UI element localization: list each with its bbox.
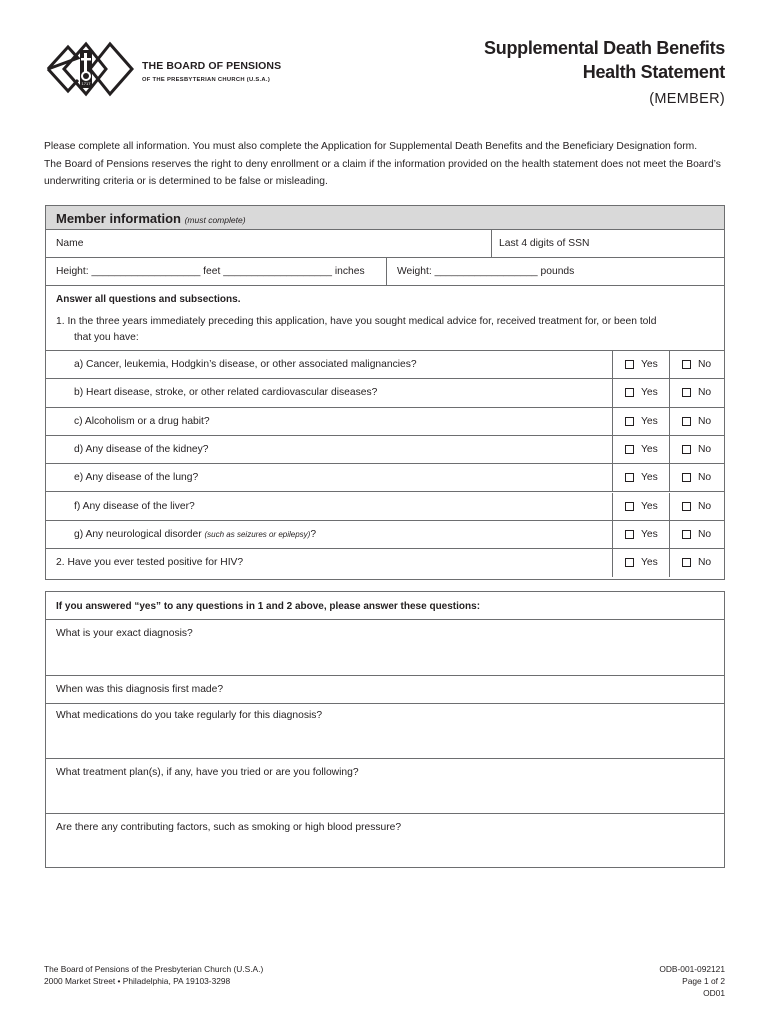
svg-text:1717: 1717 — [81, 81, 91, 86]
yes-checkbox-a[interactable] — [625, 360, 634, 369]
name-ssn-row — [46, 230, 724, 258]
followup-header: If you answered “yes” to any questions in 1 and 2 above, please answer these questions: — [56, 601, 481, 612]
no-checkbox-f[interactable] — [682, 502, 691, 511]
name-field-label: Name — [56, 238, 84, 249]
no-checkbox-b[interactable] — [682, 388, 691, 397]
height-field[interactable]: Height: ___________________ feet ___________________ inches — [56, 266, 365, 277]
question-1-text: 1. In the three years immediately preceding this application, have you sought medical advice for, received treatment for, or been told — [56, 316, 657, 327]
page-number: Page 1 of 2 — [682, 976, 725, 986]
treatment-field[interactable] — [46, 759, 724, 814]
org-subtitle: OF THE PRESBYTERIAN CHURCH (U.S.A.) — [142, 77, 271, 83]
footer-address: The Board of Pensions of the Presbyterian Church (U.S.A.) 2000 Market Street • Philadelphia, PA 19103-3298 — [44, 964, 264, 986]
question-row-g: g) Any neurological disorder (such as seizures or epilepsy)? Yes No — [46, 521, 724, 549]
first-made-field[interactable] — [46, 676, 724, 704]
form-id: OD01 — [703, 988, 725, 998]
question-row-f: f) Any disease of the liver? Yes No — [46, 493, 724, 521]
question-2-text: 2. Have you ever tested positive for HIV? — [56, 557, 244, 569]
factors-label: Are there any contributing factors, such as smoking or high blood pressure? — [56, 822, 402, 833]
intro-paragraph: Please complete all information. You must also complete the Application for Supplemental Death Benefits and the Beneficiary Designation form. The Board of Pensions reserves the right to deny enrollment or a claim if the information provided on the health statement does not meet the Board’s underwriting criteria or is determined to be false or misleading. — [44, 141, 721, 187]
no-checkbox-a[interactable] — [682, 360, 691, 369]
yes-checkbox-e[interactable] — [625, 473, 634, 482]
medications-field[interactable] — [46, 704, 724, 759]
diagnosis-label: What is your exact diagnosis? — [56, 628, 193, 639]
medications-label: What medications do you take regularly for this diagnosis? — [56, 710, 323, 721]
question-d-text: d) Any disease of the kidney? — [74, 443, 209, 455]
yes-checkbox-c[interactable] — [625, 417, 634, 426]
footer-page-info — [659, 963, 725, 999]
question-row-c: c) Alcoholism or a drug habit? Yes No — [46, 408, 724, 436]
yes-checkbox-2[interactable] — [625, 558, 634, 567]
question-c-text: c) Alcoholism or a drug habit? — [74, 415, 210, 427]
question-row-b: b) Heart disease, stroke, or other related cardiovascular diseases? Yes No — [46, 379, 724, 407]
question-a-text: a) Cancer, leukemia, Hodgkin’s disease, or other associated malignancies? — [74, 359, 417, 370]
member-section-title: Member information — [56, 211, 181, 226]
diagnosis-field[interactable] — [46, 620, 724, 676]
no-checkbox-d[interactable] — [682, 445, 691, 454]
no-checkbox-g[interactable] — [682, 530, 691, 539]
treatment-label: What treatment plan(s), if any, have you tried or are you following? — [56, 767, 359, 778]
member-section-header — [46, 206, 724, 230]
no-checkbox-c[interactable] — [682, 417, 691, 426]
instructions-text: Answer all questions and subsections. — [56, 294, 241, 305]
followup-header-row — [46, 592, 724, 620]
yes-checkbox-b[interactable] — [625, 388, 634, 397]
page-title: Supplemental Death Benefits Health Statement — [484, 38, 725, 82]
member-section-note: (must complete) — [184, 215, 246, 225]
question-row-e: e) Any disease of the lung? Yes No — [46, 464, 724, 492]
member-information-section — [45, 205, 725, 580]
form-code: ODB-001-092121 — [659, 964, 725, 974]
no-checkbox-e[interactable] — [682, 473, 691, 482]
ssn-field-label: Last 4 digits of SSN — [499, 238, 590, 249]
yes-checkbox-f[interactable] — [625, 502, 634, 511]
yes-checkbox-d[interactable] — [625, 445, 634, 454]
height-weight-row — [46, 258, 724, 286]
org-name: THE BOARD OF PENSIONS — [142, 60, 282, 72]
question-b-text: b) Heart disease, stroke, or other related cardiovascular diseases? — [74, 387, 378, 399]
question-row-a: a) Cancer, leukemia, Hodgkin’s disease, or other associated malignancies? Yes No — [46, 351, 724, 379]
yes-checkbox-g[interactable] — [625, 530, 634, 539]
board-of-pensions-logo — [44, 38, 144, 100]
question-g-text: g) Any neurological disorder (such as seizures or epilepsy)? — [74, 528, 317, 540]
question-e-text: e) Any disease of the lung? — [74, 472, 199, 484]
question-1-text-cont: that you have: — [74, 332, 139, 343]
weight-field[interactable]: Weight: __________________ pounds — [397, 266, 575, 277]
question-intro-row — [46, 286, 724, 351]
factors-field[interactable] — [46, 814, 724, 867]
followup-section — [45, 591, 725, 868]
first-made-label: When was this diagnosis first made? — [56, 684, 224, 695]
question-row-2: 2. Have you ever tested positive for HIV? Yes No — [46, 549, 724, 577]
no-checkbox-2[interactable] — [682, 558, 691, 567]
question-f-text: f) Any disease of the liver? — [74, 500, 195, 512]
question-row-d: d) Any disease of the kidney? Yes No — [46, 436, 724, 464]
page-subtitle: (MEMBER) — [649, 91, 725, 107]
